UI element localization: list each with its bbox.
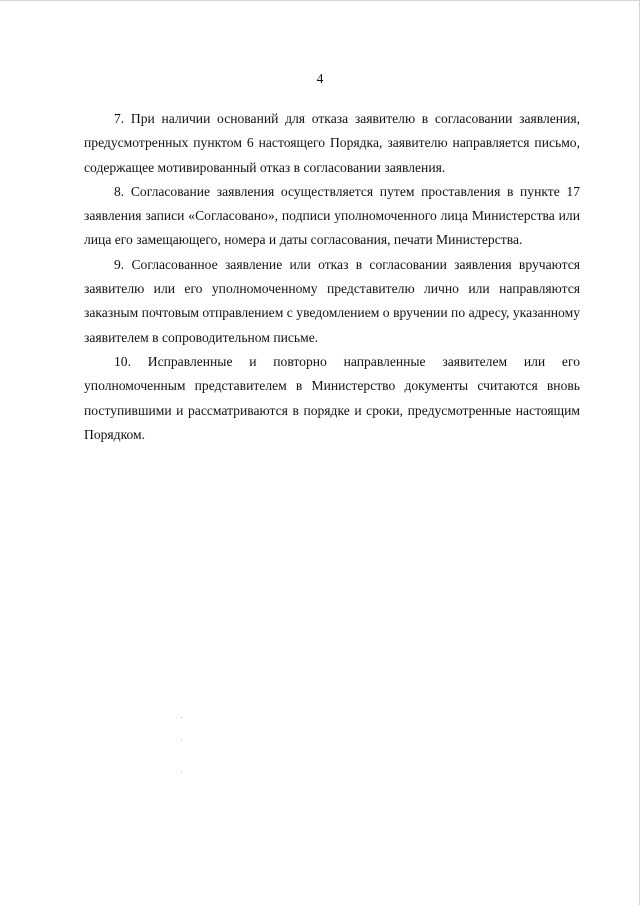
scan-speck (181, 771, 182, 772)
paragraph-9: 9. Согласованное заявление или отказ в согласовании заявления вручаются заявителю или его уполномоченному представителю лично или направляются заказным почтовым отправлением с уведомлением о вручении по адресу, указанному заявителем в сопроводительном письме. (84, 256, 580, 345)
scan-speck (181, 740, 182, 741)
paragraph-10: 10. Исправленные и повторно направленные заявителем или его уполномоченным представителем в Министерство документы считаются вновь поступившими и рассматриваются в порядке и сроки, предусмотренные настоящим Порядком. (84, 353, 580, 442)
paragraph-8: 8. Согласование заявления осуществляется путем проставления в пункте 17 заявления записи «Согласовано», подписи уполномоченного лица Министерства или лица его замещающего, номера и даты согласования, печати Министерства. (84, 183, 580, 248)
paragraph-7: 7. При наличии оснований для отказа заявителю в согласовании заявления, предусмотренных пунктом 6 настоящего Порядка, заявителю направляется письмо, содержащее мотивированный отказ в согласовании заявления. (84, 111, 580, 175)
scan-speck (181, 717, 182, 718)
document-body (84, 107, 580, 447)
page-number: 4 (316, 71, 324, 86)
